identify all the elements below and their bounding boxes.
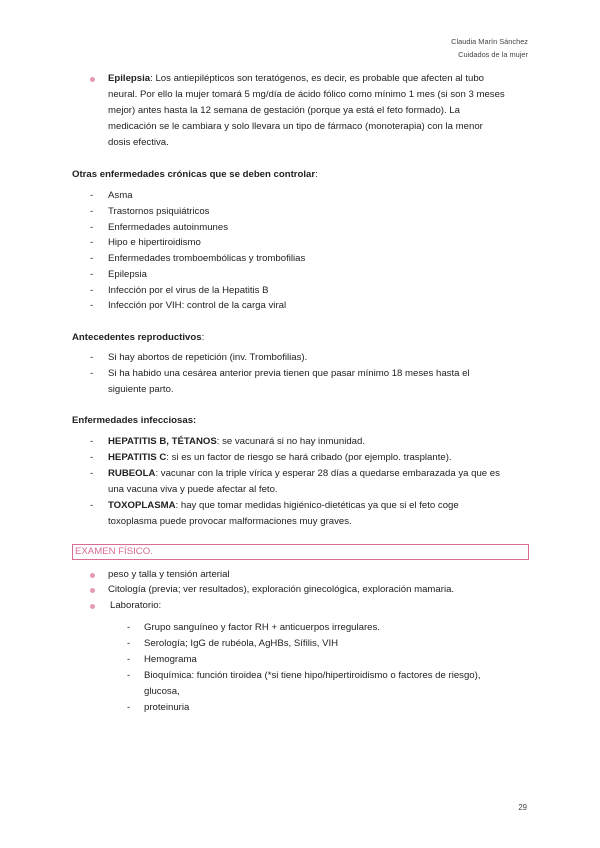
- list-item-rubeola: RUBEOLA: vacunar con la triple vírica y esperar 28 días a quedarse embarazada ya que es: [108, 468, 500, 479]
- list-item-continuation: una vacuna viva y puede afectar al feto.: [108, 484, 278, 495]
- epilepsia-line-4: medicación se le cambiara y solo llevara un tipo de fármaco (monoterapia) con la menor: [108, 121, 483, 132]
- header-subject: Cuidados de la mujer: [458, 50, 528, 59]
- bullet-dot: [90, 588, 95, 593]
- list-item: Si ha habido una cesárea anterior previa tienen que pasar mínimo 18 meses hasta el: [108, 368, 470, 379]
- lab-item: Serología; IgG de rubéola, AgHBs, Sífilis, VIH: [144, 638, 339, 649]
- epilepsia-line-5: dosis efectiva.: [108, 137, 169, 148]
- dash-marker: -: [90, 436, 94, 447]
- infecciosas-heading: Enfermedades infecciosas:: [72, 415, 197, 426]
- list-item: Enfermedades tromboembólicas y trombofilias: [108, 253, 306, 264]
- list-item: Si hay abortos de repetición (inv. Trombofilias).: [108, 352, 308, 363]
- list-item-continuation: toxoplasma puede provocar malformaciones muy graves.: [108, 516, 352, 527]
- dash-marker: -: [90, 222, 94, 233]
- dash-marker: -: [127, 638, 131, 649]
- dash-marker: -: [90, 190, 94, 201]
- reproductivos-heading: Antecedentes reproductivos:: [72, 332, 205, 343]
- epilepsia-line-3: mejor) antes hasta la 12 semana de gestación (porque ya está el feto formado). La: [108, 105, 460, 116]
- dash-marker: -: [90, 352, 94, 363]
- list-item-toxoplasma: TOXOPLASMA: hay que tomar medidas higiénico-dietéticas ya que si el feto coge: [108, 500, 459, 511]
- list-item: Epilepsia: [108, 269, 147, 280]
- bullet-dot: [90, 604, 95, 609]
- dash-marker: -: [127, 622, 131, 633]
- dash-marker: -: [90, 285, 94, 296]
- list-item-continuation: siguiente parto.: [108, 384, 174, 395]
- list-item-hepatitis-c: HEPATITIS C: si es un factor de riesgo se hará cribado (por ejemplo. trasplante).: [108, 452, 452, 463]
- list-item: Trastornos psiquiátricos: [108, 206, 210, 217]
- cronicas-heading: Otras enfermedades crónicas que se deben controlar:: [72, 169, 318, 180]
- dash-marker: -: [90, 269, 94, 280]
- examen-fisico-heading: EXAMEN FÍSICO.: [72, 544, 529, 560]
- lab-item: Bioquímica: función tiroidea (*si tiene hipo/hipertiroidismo o factores de riesgo),: [144, 670, 481, 681]
- list-item: Asma: [108, 190, 133, 201]
- header-author: Claudia Marín Sánchez: [451, 37, 528, 46]
- dash-marker: -: [127, 654, 131, 665]
- dash-marker: -: [90, 368, 94, 379]
- dash-marker: -: [127, 702, 131, 713]
- list-item: Infección por VIH: control de la carga viral: [108, 300, 287, 311]
- epilepsia-line-1: Epilepsia: Los antiepilépticos son teratógenos, es decir, es probable que afecten al tubo: [108, 73, 484, 84]
- lab-item-continuation: glucosa,: [144, 686, 180, 697]
- dash-marker: -: [90, 500, 94, 511]
- list-item: Citología (previa; ver resultados), exploración ginecológica, exploración mamaria.: [108, 584, 455, 595]
- list-item: Laboratorio:: [110, 600, 162, 611]
- page-number: 29: [518, 803, 527, 812]
- dash-marker: -: [90, 237, 94, 248]
- epilepsia-term: Epilepsia: [108, 73, 151, 84]
- dash-marker: -: [90, 253, 94, 264]
- list-item: Hipo e hipertiroidismo: [108, 237, 201, 248]
- list-item-hepatitis-b: HEPATITIS B, TÉTANOS: se vacunará si no hay inmunidad.: [108, 436, 365, 447]
- lab-item: Hemograma: [144, 654, 197, 665]
- dash-marker: -: [90, 206, 94, 217]
- list-item: peso y talla y tensión arterial: [108, 569, 230, 580]
- bullet-dot: [90, 77, 95, 82]
- dash-marker: -: [127, 670, 131, 681]
- dash-marker: -: [90, 300, 94, 311]
- list-item: Enfermedades autoinmunes: [108, 222, 228, 233]
- bullet-dot: [90, 573, 95, 578]
- lab-item: Grupo sanguíneo y factor RH + anticuerpos irregulares.: [144, 622, 380, 633]
- list-item: Infección por el virus de la Hepatitis B: [108, 285, 269, 296]
- dash-marker: -: [90, 468, 94, 479]
- lab-item: proteinuria: [144, 702, 190, 713]
- epilepsia-line-2: neural. Por ello la mujer tomará 5 mg/día de ácido fólico como mínimo 1 mes (si son 3 meses: [108, 89, 505, 100]
- dash-marker: -: [90, 452, 94, 463]
